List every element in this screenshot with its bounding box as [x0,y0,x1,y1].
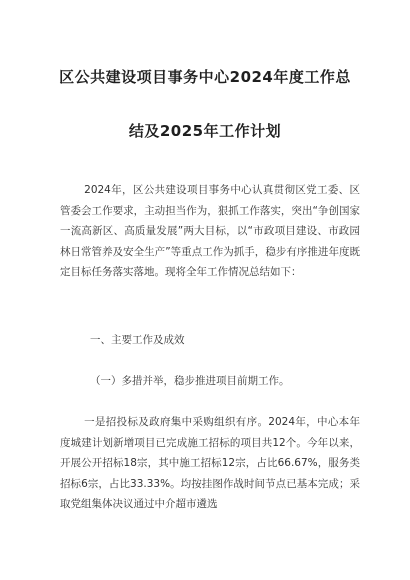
section-heading: 一、主要工作及成效 [90,334,185,346]
document-title-line-1: 区公共建设项目事务中心2024年度工作总 [59,68,351,86]
subsection-heading: （一）多措并举，稳步推进项目前期工作。 [90,375,290,387]
intro-paragraph: 2024年，区公共建设项目事务中心认真贯彻区党工委、区管委会工作要求，主动担当作为，狠抓工作落实，突出“争创国家一流高新区、高质量发展”两大目标，以“市政项目建设、市政园林日常管养及安全生产”等重点工作为抓手，稳步有序推进年度既定目标任务落实落地。现将全年工作情况总结如下： [60,184,360,278]
document-title-line-2: 结及2025年工作计划 [128,122,282,140]
body-paragraph: 一是招投标及政府集中采购组织有序。2024年，中心本年度城建计划新增项目已完成施工招标的项目共12个。今年以来，开展公开招标18宗，其中施工招标12宗，占比66.67%，服务类招标6宗，占比33.33%。均按挂图作战时间节点已基本完成；采取党组集体决议通过中介超市遴选 [60,416,360,510]
